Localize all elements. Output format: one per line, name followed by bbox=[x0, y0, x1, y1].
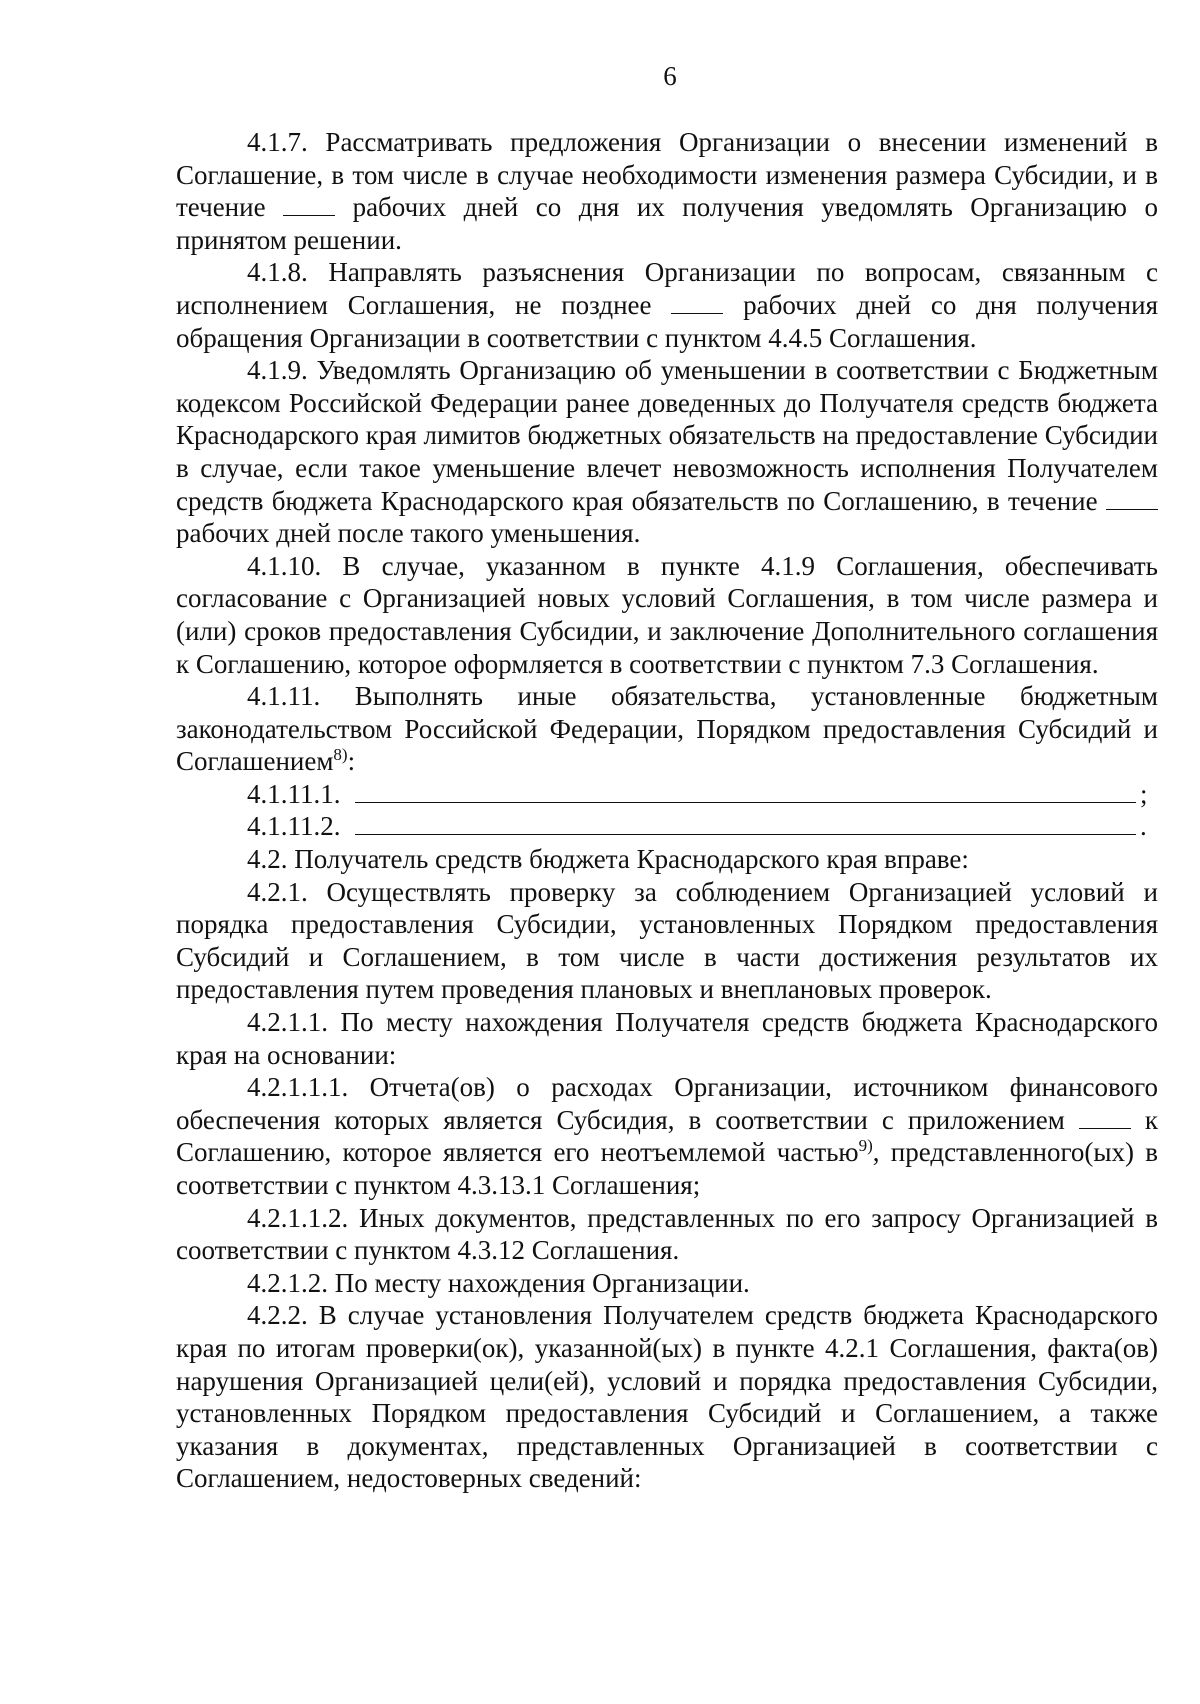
paragraph-4-1-7 bbox=[176, 126, 1158, 256]
paragraph-text: рабочих дней после такого уменьшения. bbox=[176, 518, 641, 549]
paragraph-4-2: 4.2. Получатель средств бюджета Краснодарского края вправе: bbox=[247, 844, 969, 875]
paragraph-4-2-1-1-2: 4.2.1.1.2. Иных документов, представленных по его запросу Организацией в соответствии с пунктом 4.3.12 Соглашения. bbox=[176, 1202, 1158, 1266]
paragraph-text: : bbox=[347, 746, 356, 777]
footnote-ref: 9) bbox=[858, 1136, 873, 1156]
blank-field bbox=[671, 291, 723, 314]
blank-line bbox=[355, 780, 1137, 803]
fill-line-end: . bbox=[1140, 811, 1147, 842]
document-body bbox=[176, 126, 1158, 1495]
paragraph-text: 4.1.9. Уведомлять Организацию об уменьшении в соответствии с Бюджетным кодексом Российской Федерации ранее доведенных до Получателя средств бюджета Краснодарского края лимитов бюджетных обязательств на предоставление Субсидии в случае, если такое уменьшение влечет невозможность исполнения Получателем средств бюджета Краснодарского края обязательств по Соглашению, в течение bbox=[176, 355, 1158, 516]
blank-field bbox=[1079, 1106, 1131, 1129]
fill-line-end: ; bbox=[1140, 778, 1148, 809]
paragraph-text: рабочих дней со дня получения обращения Организации в соответствии с пунктом 4.4.5 Соглашения. bbox=[176, 289, 1158, 353]
blank-line bbox=[355, 812, 1137, 835]
paragraph-4-2-1-1: 4.2.1.1. По месту нахождения Получателя средств бюджета Краснодарского края на основании: bbox=[176, 1007, 1158, 1070]
paragraph-4-2-1: 4.2.1. Осуществлять проверку за соблюдением Организацией условий и порядка предоставления Субсидии, установленных Порядком предоставления Субсидий и Соглашением, в том числе в части достижения результатов их предоставления путем проведения плановых и внеплановых проверок. bbox=[176, 876, 1158, 1005]
paragraph-4-1-10: 4.1.10. В случае, указанном в пункте 4.1.9 Соглашения, обеспечивать согласование с Организацией новых условий Соглашения, в том числе размера и (или) сроков предоставления Субсидии, и заключение Дополнительного соглашения к Соглашению, которое оформляется в соответствии с пунктом 7.3 Соглашения. bbox=[176, 550, 1158, 679]
fill-line-label: 4.1.11.2. bbox=[247, 811, 341, 842]
paragraph-text: 4.1.8. Направлять разъяснения Организации по вопросам, связанным с исполнением Соглашения, не позднее bbox=[176, 257, 1158, 320]
footnote-ref: 8) bbox=[333, 745, 348, 765]
fill-line-label: 4.1.11.1. bbox=[247, 778, 341, 809]
paragraph-text: 4.2.1.1.1. Отчета(ов) о расходах Организации, источником финансового обеспечения которых является Субсидия, в соответствии с приложением bbox=[176, 1072, 1158, 1135]
page-number: 6 bbox=[663, 61, 677, 91]
paragraph-4-1-9 bbox=[176, 354, 1158, 550]
paragraph-text: , представленного(ых) в соответствии с пунктом 4.3.13.1 Соглашения; bbox=[176, 1137, 1159, 1200]
paragraph-text: 4.1.11. Выполнять иные обязательства, установленные бюджетным законодательством Российской Федерации, Порядком предоставления Субсидий и Соглашением bbox=[176, 681, 1158, 777]
paragraph-4-2-1-1-1 bbox=[176, 1071, 1158, 1201]
paragraph-text: рабочих дней со дня их получения уведомлять Организацию о принятом решении. bbox=[176, 192, 1158, 255]
blank-field bbox=[1106, 487, 1158, 510]
paragraph-4-2-2: 4.2.2. В случае установления Получателем средств бюджета Краснодарского края по итогам проверки(ок), указанной(ых) в пункте 4.2.1 Соглашения, факта(ов) нарушения Организацией цели(ей), условий и порядка предоставления Субсидии, установленных Порядком предоставления Субсидий и Соглашением, а также указания в документах, представленных Организацией в соответствии с Соглашением, недостоверных сведений: bbox=[176, 1300, 1158, 1494]
blank-field bbox=[283, 193, 335, 216]
paragraph-4-1-8 bbox=[176, 256, 1158, 354]
paragraph-4-2-1-2: 4.2.1.2. По месту нахождения Организации. bbox=[247, 1267, 750, 1298]
fill-line-4-1-11-1 bbox=[176, 778, 1158, 811]
paragraph-4-1-11 bbox=[176, 680, 1158, 778]
paragraph-text: 4.1.7. Рассматривать предложения Организации о внесении изменений в Соглашение, в том числе в случае необходимости изменения размера Субсидии, и в течение bbox=[176, 127, 1158, 223]
fill-line-4-1-11-2 bbox=[176, 810, 1158, 843]
paragraph-text: к Соглашению, которое является его неотъемлемой частью bbox=[176, 1104, 1158, 1168]
